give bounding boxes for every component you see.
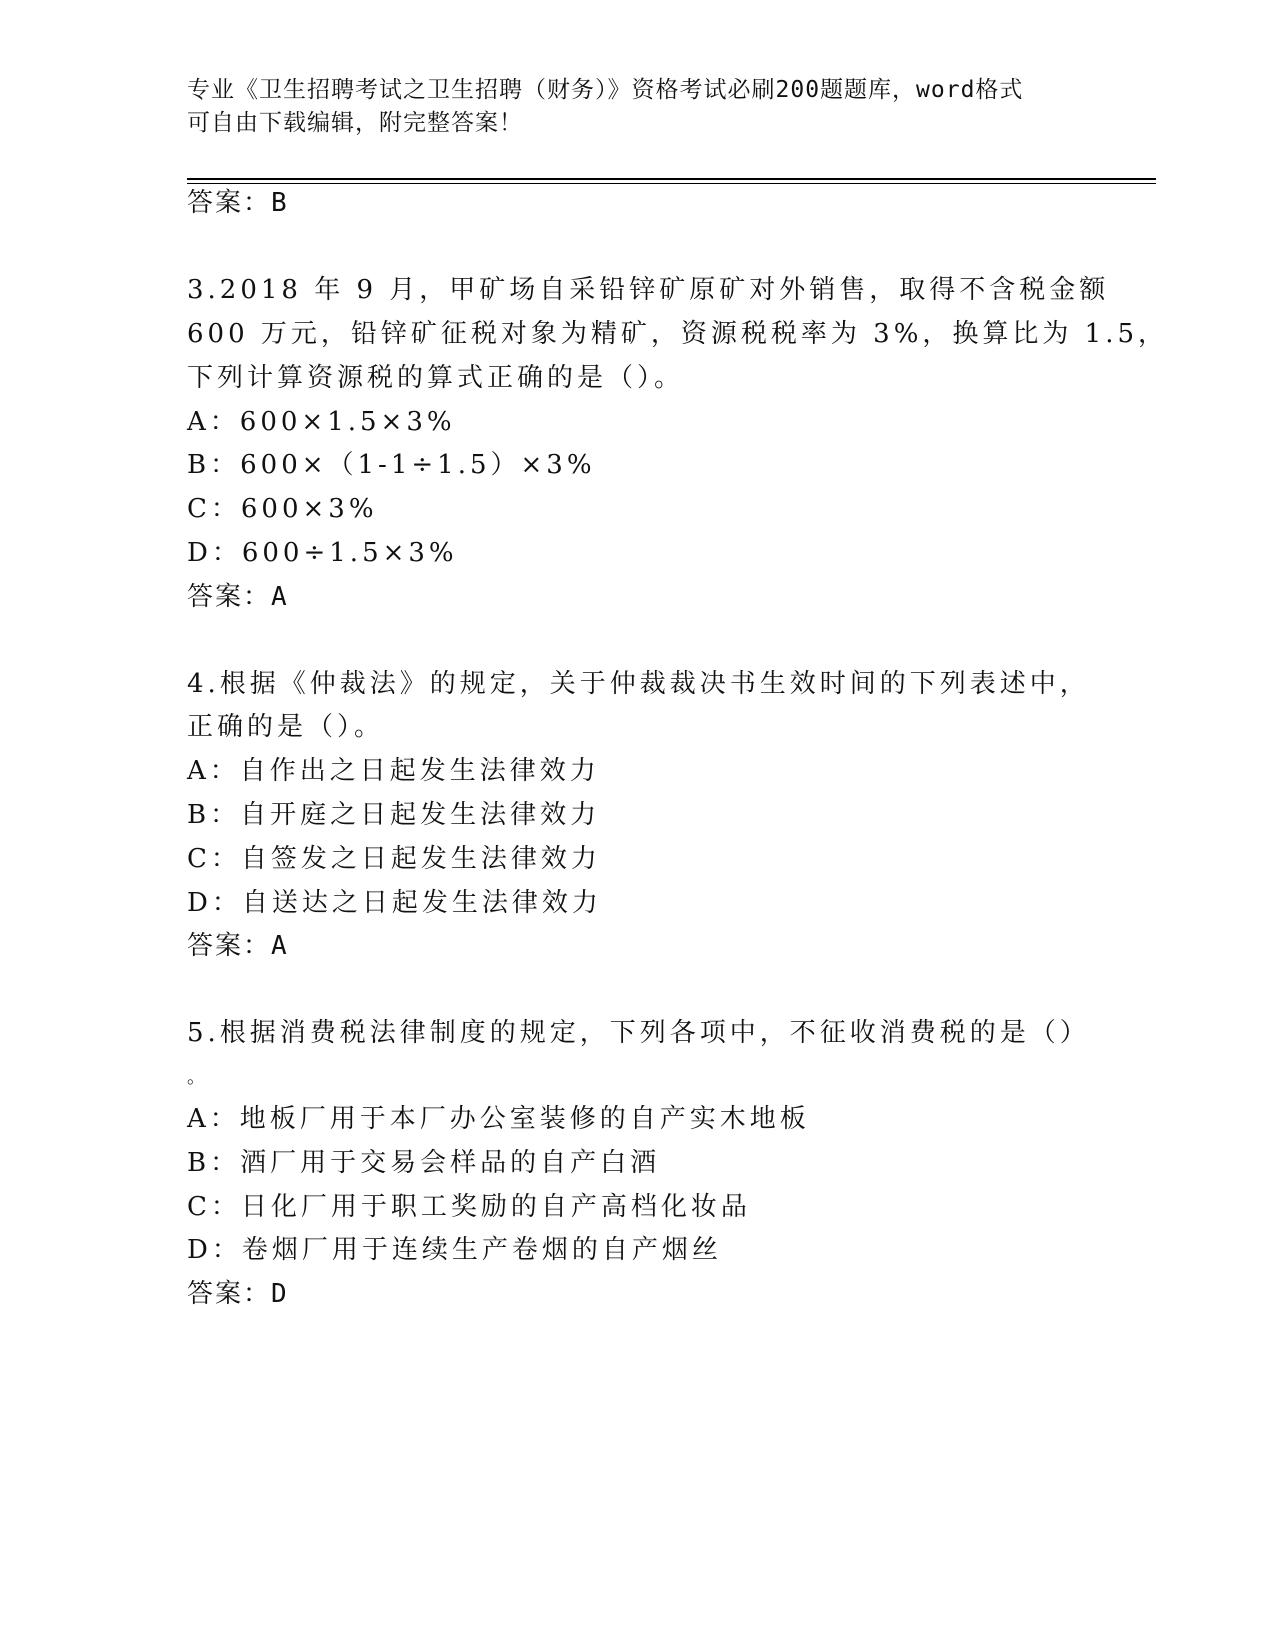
question-5-line-1: 5.根据消费税法律制度的规定，下列各项中，不征收消费税的是（） (187, 1018, 1090, 1048)
answer-q4: 答案：A (187, 931, 289, 961)
question-5-option-b: B：酒厂用于交易会样品的自产白酒 (187, 1148, 661, 1178)
question-5-option-a: A：地板厂用于本厂办公室装修的自产实木地板 (187, 1104, 810, 1134)
question-3-line-1: 3.2018 年 9 月，甲矿场自采铅锌矿原矿对外销售，取得不含税金额 (187, 275, 1110, 305)
question-3-option-d: D：600÷1.5×3% (187, 538, 458, 568)
question-3-option-c: C：600×3% (187, 494, 378, 524)
question-3-line-3: 下列计算资源税的算式正确的是（）。 (187, 363, 685, 393)
header-rule-thick (187, 178, 1156, 180)
question-4-line-1: 4.根据《仲裁法》的规定，关于仲裁裁决书生效时间的下列表述中， (187, 669, 1090, 699)
answer-q3: 答案：A (187, 582, 289, 612)
question-4-option-a: A：自作出之日起发生法律效力 (187, 756, 600, 786)
question-4-option-d: D：自送达之日起发生法律效力 (187, 888, 602, 918)
answer-q2: 答案：B (187, 188, 289, 218)
question-3-option-a: A：600×1.5×3% (187, 407, 456, 437)
question-5-option-d: D：卷烟厂用于连续生产卷烟的自产烟丝 (187, 1235, 722, 1265)
answer-q5: 答案：D (187, 1279, 289, 1309)
question-3-line-2: 600 万元，铅锌矿征税对象为精矿，资源税税率为 3%，换算比为 1.5， (187, 319, 1169, 349)
question-4-option-c: C：自签发之日起发生法律效力 (187, 844, 601, 874)
header-rule-thin (187, 183, 1156, 184)
question-5-line-2: 。 (187, 1067, 205, 1088)
header-line-1: 专业《卫生招聘考试之卫生招聘（财务）》资格考试必刷200题题库，word格式 (187, 77, 1024, 103)
question-3-option-b: B：600×（1-1÷1.5）×3% (187, 450, 596, 480)
question-4-option-b: B：自开庭之日起发生法律效力 (187, 800, 601, 830)
header-line-2: 可自由下载编辑，附完整答案！ (187, 110, 523, 136)
document-header (187, 74, 1067, 140)
question-5-option-c: C：日化厂用于职工奖励的自产高档化妆品 (187, 1192, 751, 1222)
question-4-line-2: 正确的是（）。 (187, 712, 385, 742)
